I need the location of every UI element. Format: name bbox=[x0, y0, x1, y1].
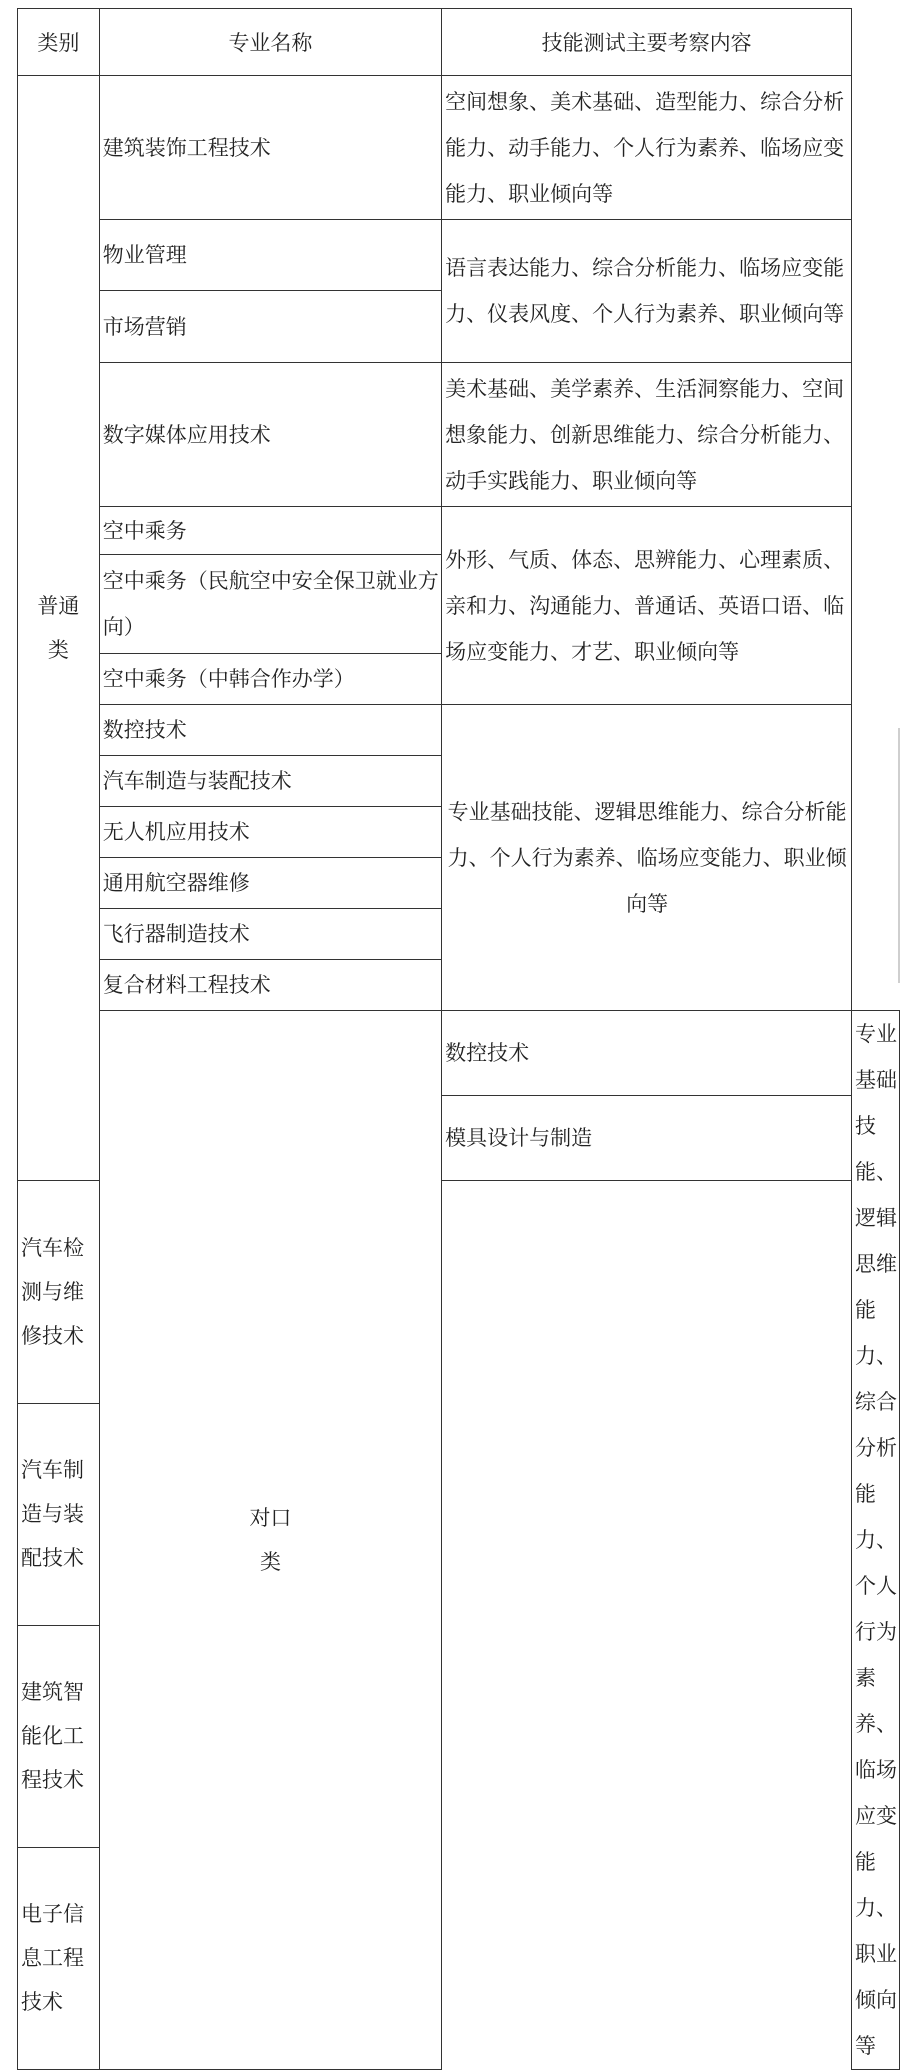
major-cell: 市场营销 bbox=[99, 291, 441, 363]
table-row bbox=[18, 705, 900, 756]
category-general-label: 普通类 bbox=[37, 594, 80, 663]
major-cell: 物业管理 bbox=[99, 220, 441, 291]
major-cell: 建筑智能化工程技术 bbox=[18, 1625, 100, 1847]
table-row bbox=[18, 507, 900, 555]
major-cell: 空中乘务 bbox=[99, 507, 441, 555]
content-cell: 专业基础技能、逻辑思维能力、综合分析能力、个人行为素养、临场应变能力、职业倾向等 bbox=[852, 1011, 900, 2070]
skill-test-table bbox=[17, 8, 900, 2070]
category-general bbox=[18, 76, 100, 1181]
table-row bbox=[18, 1011, 900, 1096]
header-content: 技能测试主要考察内容 bbox=[442, 9, 852, 76]
content-cell: 美术基础、美学素养、生活洞察能力、空间想象能力、创新思维能力、综合分析能力、动手实践能力、职业倾向等 bbox=[442, 363, 852, 507]
major-cell: 建筑装饰工程技术 bbox=[99, 76, 441, 220]
content-cell: 外形、气质、体态、思辨能力、心理素质、亲和力、沟通能力、普通话、英语口语、临场应变能力、才艺、职业倾向等 bbox=[442, 507, 852, 705]
major-cell: 数控技术 bbox=[99, 705, 441, 756]
table-row bbox=[18, 220, 900, 291]
major-cell: 汽车制造与装配技术 bbox=[18, 1403, 100, 1625]
category-duikou-label: 对口类 bbox=[249, 1506, 292, 1574]
content-cell: 专业基础技能、逻辑思维能力、综合分析能力、个人行为素养、临场应变能力、职业倾向等 bbox=[442, 705, 852, 1011]
skill-test-table-wrapper bbox=[17, 8, 900, 2070]
content-cell: 语言表达能力、综合分析能力、临场应变能力、仪表风度、个人行为素养、职业倾向等 bbox=[442, 220, 852, 363]
major-cell: 复合材料工程技术 bbox=[99, 960, 441, 1011]
header-row bbox=[18, 9, 900, 76]
major-cell: 飞行器制造技术 bbox=[99, 909, 441, 960]
table-row bbox=[18, 363, 900, 507]
major-cell: 电子信息工程技术 bbox=[18, 1847, 100, 2069]
category-duikou bbox=[99, 1011, 441, 2070]
header-category: 类别 bbox=[18, 9, 100, 76]
major-cell: 汽车检测与维修技术 bbox=[18, 1181, 100, 1403]
table-row bbox=[18, 76, 900, 220]
major-cell: 汽车制造与装配技术 bbox=[99, 756, 441, 807]
major-cell: 通用航空器维修 bbox=[99, 858, 441, 909]
header-major: 专业名称 bbox=[99, 9, 441, 76]
major-cell: 数字媒体应用技术 bbox=[99, 363, 441, 507]
major-cell: 空中乘务（中韩合作办学） bbox=[99, 654, 441, 705]
major-cell: 数控技术 bbox=[442, 1011, 852, 1096]
major-cell: 空中乘务（民航空中安全保卫就业方向） bbox=[99, 555, 441, 654]
major-cell: 无人机应用技术 bbox=[99, 807, 441, 858]
content-cell: 空间想象、美术基础、造型能力、综合分析能力、动手能力、个人行为素养、临场应变能力、职业倾向等 bbox=[442, 76, 852, 220]
major-cell: 模具设计与制造 bbox=[442, 1096, 852, 1181]
